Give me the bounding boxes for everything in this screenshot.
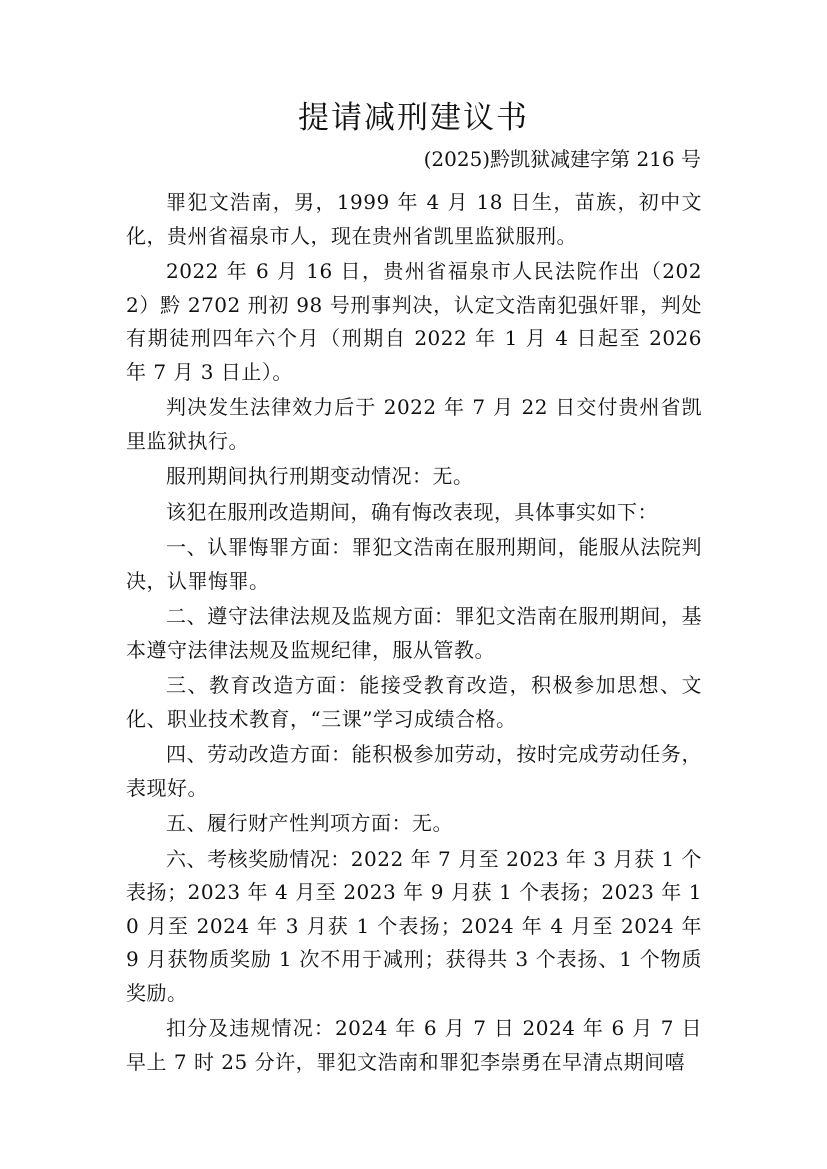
paragraph-rewards: 六、考核奖励情况：2022 年 7 月至 2023 年 3 月获 1 个表扬；2023 年 4 月至 2023 年 9 月获 1 个表扬；2023 年 10 月至 2024 年 3 月获 1 个表扬；2024 年 4 月至 2024 年 9 月获物质奖励 1 次不用于减刑；获得共 3 个表扬、1 个物质奖励。 [126,846,702,1005]
document-number: (2025)黔凯狱减建字第 216 号 [423,147,701,171]
paragraph-labor: 四、劳动改造方面：能积极参加劳动，按时完成劳动任务，表现好。 [126,742,702,800]
document-title: 提请减刑建议书 [298,100,529,136]
paragraph-compliance: 二、遵守法律法规及监规方面：罪犯文浩南在服刑期间，基本遵守法律法规及监规纪律，服从管教。 [126,604,702,662]
paragraph-violations: 扣分及违规情况：2024 年 6 月 7 日 2024 年 6 月 7 日早上 7 时 25 分许，罪犯文浩南和罪犯李崇勇在早清点期间嘻 [126,1016,702,1074]
paragraph-confession: 一、认罪悔罪方面：罪犯文浩南在服刑期间，能服从法院判决，认罪悔罪。 [126,535,702,593]
document-body [126,186,702,1081]
paragraph-judgment: 2022 年 6 月 16 日，贵州省福泉市人民法院作出（2022）黔 2702 刑初 98 号刑事判决，认定文浩南犯强奸罪，判处有期徒刑四年六个月（刑期自 2022 年 1 月 4 日起至 2026 年 7 月 3 日止）。 [126,259,702,384]
paragraph-education: 三、教育改造方面：能接受教育改造，积极参加思想、文化、职业技术教育，“三课”学习成绩合格。 [126,673,702,731]
paragraph-repentance-intro: 该犯在服刑改造期间，确有悔改表现，具体事实如下： [166,499,658,524]
paragraph-property: 五、履行财产性判项方面：无。 [166,811,453,835]
paragraph-criminal-info: 罪犯文浩南，男，1999 年 4 月 18 日生，苗族，初中文化，贵州省福泉市人，现在贵州省凯里监狱服刑。 [126,190,702,248]
paragraph-sentence-change: 服刑期间执行刑期变动情况：无。 [166,464,474,488]
paragraph-delivery: 判决发生法律效力后于 2022 年 7 月 22 日交付贵州省凯里监狱执行。 [126,395,702,453]
